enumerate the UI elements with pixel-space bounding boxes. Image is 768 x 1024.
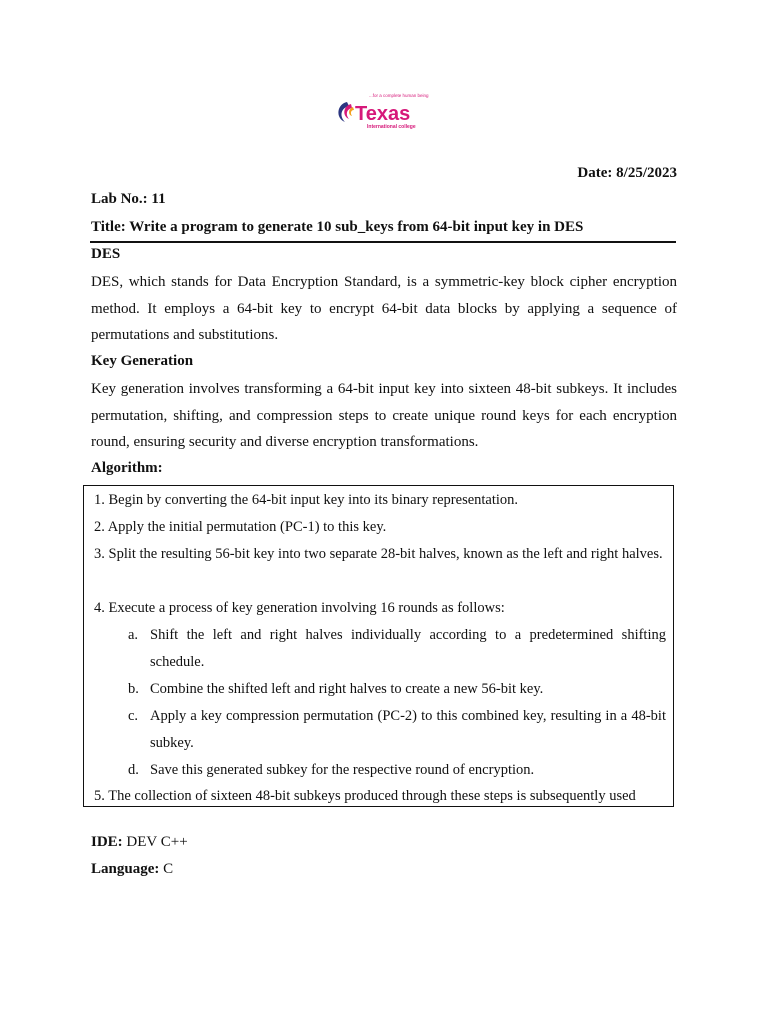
language-line [91,861,173,878]
algorithm-step-5: 5. The collection of sixteen 48-bit subkeys produced through these steps is subsequently used [94,788,636,804]
lab-title: Title: Write a program to generate 10 sub_keys from 64-bit input key in DES [91,219,584,235]
substep-a: Shift the left and right halves individually according to a predetermined shifting schedule. [150,627,666,670]
substep-d: Save this generated subkey for the respective round of encryption. [150,762,535,778]
keygen-heading: Key Generation [91,353,194,369]
des-heading: DES [91,246,121,262]
algorithm-heading: Algorithm: [91,460,163,476]
substep-b: Combine the shifted left and right halves to create a new 56-bit key. [150,681,544,697]
ide-value: DEV C++ [126,834,188,850]
lab-number: Lab No.: 11 [91,191,166,207]
des-paragraph: DES, which stands for Data Encryption Standard, is a symmetric-key block cipher encryption method. It employs a 64-bit key to encrypt 64-bit data blocks by applying a sequence of permutations and substitutions. [91,274,677,344]
ide-line [91,834,188,851]
language-label: Language: [91,861,160,877]
substep-c-marker: c. [128,708,139,724]
algorithm-step-2: 2. Apply the initial permutation (PC-1) to this key. [94,519,387,535]
substep-a-marker: a. [128,627,139,643]
title-divider [90,241,676,243]
texas-logo-icon [333,88,433,136]
algorithm-step-3: 3. Split the resulting 56-bit key into two separate 28-bit halves, known as the left and right halves. [94,546,663,562]
ide-label: IDE: [91,834,123,850]
substep-d-marker: d. [128,762,139,778]
language-value: C [163,861,174,877]
college-logo [333,88,433,136]
date-text: Date: 8/25/2023 [577,165,677,181]
algorithm-step-4: 4. Execute a process of key generation involving 16 rounds as follows: [94,600,505,616]
keygen-paragraph: Key generation involves transforming a 64-bit input key into sixteen 48-bit subkeys. It includes permutation, shifting, and compression steps to create unique round keys for each encryption round, ensuring security and diverse encryption transformations. [91,381,677,451]
substep-b-marker: b. [128,681,139,697]
algorithm-step-1: 1. Begin by converting the 64-bit input key into its binary representation. [94,492,519,508]
algorithm-box [83,485,674,807]
substep-c: Apply a key compression permutation (PC-2) to this combined key, resulting in a 48-bit subkey. [150,708,666,751]
logo-name: Texas [355,103,411,125]
logo-subtitle: International college [367,124,416,130]
logo-tagline: ...for a complete human being [369,93,429,98]
